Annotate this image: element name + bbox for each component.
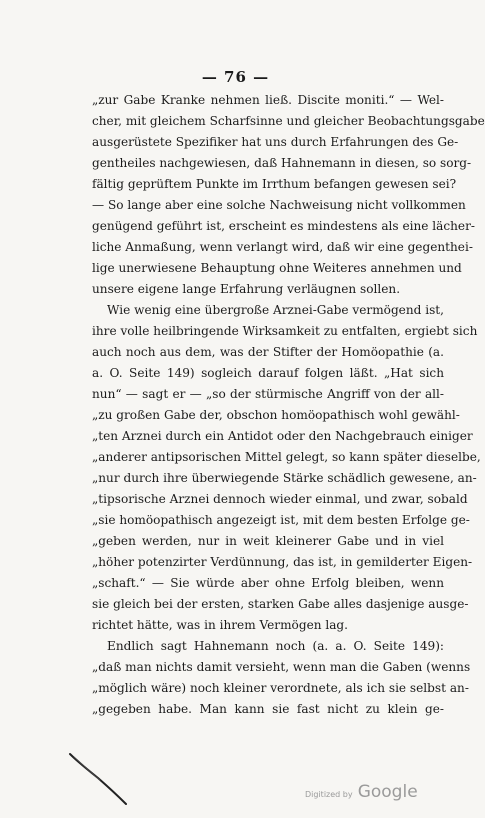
- text-line: liche Anmaßung, wenn verlangt wird, daß wir eine gegenthei-: [92, 240, 473, 254]
- text-line: ihre volle heilbringende Wirksamkeit zu entfalten, ergiebt sich: [92, 324, 478, 338]
- text-line: „zur Gabe Kranke nehmen ließ. Discite moniti.“ — Wel-: [92, 93, 444, 107]
- text-line: „anderer antipsorischen Mittel gelegt, so kann später dieselbe,: [92, 450, 481, 464]
- text-line: sie gleich bei der ersten, starken Gabe alles dasjenige ausge-: [92, 597, 469, 611]
- text-line: Wie wenig eine übergroße Arznei-Gabe vermögend ist,: [107, 303, 444, 317]
- text-line: fältig geprüftem Punkte im Irrthum befangen gewesen sei?: [92, 177, 457, 191]
- text-line: cher, mit gleichem Scharfsinne und gleicher Beobachtungsgabe: [92, 114, 485, 128]
- text-line: „sie homöopathisch angezeigt ist, mit dem besten Erfolge ge-: [92, 513, 470, 527]
- text-line: „daß man nichts damit versieht, wenn man die Gaben (wenns: [92, 660, 471, 674]
- text-line: „geben werden, nur in weit kleinerer Gabe und in viel: [92, 534, 444, 548]
- text-line: „tipsorische Arznei dennoch wieder einmal, und zwar, sobald: [92, 492, 468, 506]
- text-line: „gegeben habe. Man kann sie fast nicht zu klein ge-: [92, 702, 444, 716]
- text-line: „nur durch ihre überwiegende Stärke schädlich gewesene, an-: [92, 471, 477, 485]
- text-line: „ten Arznei durch ein Antidot oder den Nachgebrauch einiger: [92, 429, 473, 443]
- digitized-by-google-footer: [305, 782, 418, 802]
- text-line: — So lange aber eine solche Nachweisung nicht vollkommen: [92, 198, 466, 212]
- text-line: „möglich wäre) noch kleiner verordnete, als ich sie selbst an-: [92, 681, 469, 695]
- ink-stroke-mark: [68, 752, 130, 806]
- text-line: gentheiles nachgewiesen, daß Hahnemann in diesen, so sorg-: [92, 156, 472, 170]
- text-line: genügend geführt ist, erscheint es mindestens als eine lächer-: [92, 219, 475, 233]
- google-logo: Google: [357, 782, 418, 802]
- digitized-by-label: Digitized by: [305, 790, 353, 799]
- text-line: lige unerwiesene Behauptung ohne Weiteres annehmen und: [92, 261, 462, 275]
- page-number: — 76 —: [201, 68, 270, 86]
- text-line: Endlich sagt Hahnemann noch (a. a. O. Seite 149):: [107, 639, 444, 653]
- text-line: ausgerüstete Spezifiker hat uns durch Erfahrungen des Ge-: [92, 135, 459, 149]
- text-line: nun“ — sagt er — „so der stürmische Angriff von der all-: [92, 387, 444, 401]
- text-line: „schaft.“ — Sie würde aber ohne Erfolg bleiben, wenn: [92, 576, 444, 590]
- text-line: „höher potenzirter Verdünnung, das ist, in gemilderter Eigen-: [92, 555, 473, 569]
- text-line: a. O. Seite 149) sogleich darauf folgen läßt. „Hat sich: [92, 366, 444, 380]
- text-line: richtet hätte, was in ihrem Vermögen lag.: [92, 618, 349, 632]
- text-line: „zu großen Gabe der, obschon homöopathisch wohl gewähl-: [92, 408, 460, 422]
- text-line: unsere eigene lange Erfahrung verläugnen sollen.: [92, 282, 401, 296]
- text-line: auch noch aus dem, was der Stifter der Homöopathie (a.: [92, 345, 444, 359]
